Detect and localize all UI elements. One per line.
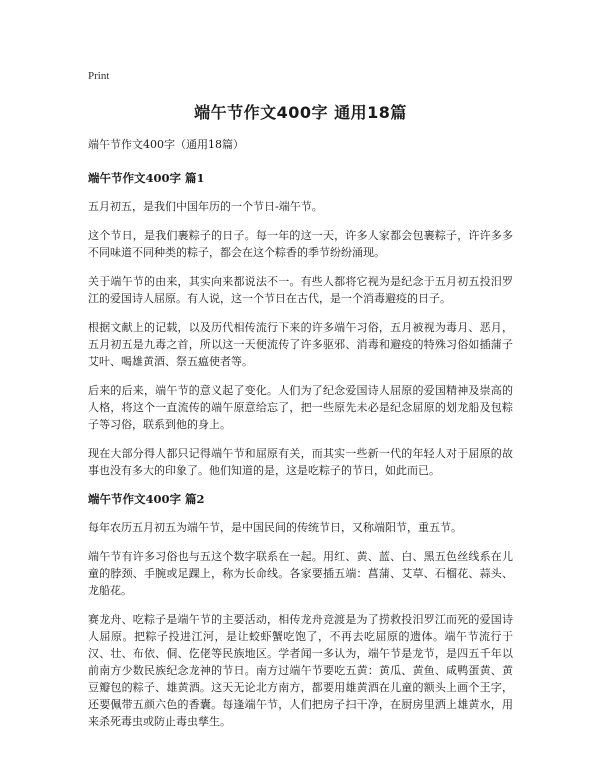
paragraph: 赛龙舟、吃粽子是端午节的主要活动，相传龙舟竞渡是为了捞救投汨罗江而死的爱国诗人屈原。把粽子投进江河，是让蛟虾蟹吃饱了，不再去吃屈原的遗体。端午节流行于汉、壮、布依、侗、仡佬等民族地区。学者闻一多认为，端午节是龙节，是四五千年以前南方少数民族纪念龙神的节日。南方过端午节要吃五黄：黄瓜、黄鱼、咸鸭蛋黄、黄豆瓣包的粽子、雄黄酒。这天无论北方南方，都要用雄黄酒在儿童的额头上画个王字，还要佩带五颜六色的香囊。每逢端午节，人们把房子扫干净，在厨房里洒上雄黄水，用来杀死毒虫或防止毒虫孳生。 [88,613,513,728]
paragraph: 这个节日，是我们裹粽子的日子。每一年的这一天，许多人家都会包裹粽子，许许多多不同味道不同种类的粽子，都会在这个粽香的季节纷纷涌现。 [88,229,513,259]
paragraph: 现在大部分得人都只记得端午节和屈原有关，而其实一些新一代的年轻人对于屈原的故事也没有多大的印象了。他们知道的是，这是吃粽子的节日，如此而已。 [88,447,513,477]
document-page [88,70,513,742]
paragraph: 后来的后来，端午节的意义起了变化。人们为了纪念爱国诗人屈原的爱国精神及崇高的人格，将这个一直流传的端午原意给忘了，把一些原先未必是纪念屈原的划龙船及包粽子等习俗，联系到他的身上。 [88,384,513,431]
paragraph: 端午节有许多习俗也与五这个数字联系在一起。用红、黄、蓝、白、黑五色丝线系在儿童的脖颈、手腕或足踝上，称为长命线。各家要插五端：菖蒲、艾草、石榴花、蒜头、龙船花。 [88,550,513,597]
section-heading: 端午节作文400字 篇2 [88,492,205,506]
paragraph: 五月初五，是我们中国年历的一个节日-端午节。 [88,200,323,213]
paragraph: 关于端午节的由来，其实向来都说法不一。有些人都将它视为是纪念于五月初五投汨罗江的爱国诗人屈原。有人说，这一个节日在古代，是一个消毒避疫的日子。 [88,275,513,305]
document-subtitle: 端午节作文400字（通用18篇） [88,138,244,151]
print-link[interactable]: Print [88,70,110,82]
document-title: 端午节作文400字 通用18篇 [194,103,407,122]
section-heading: 端午节作文400字 篇1 [88,171,205,185]
paragraph: 根据文献上的记载，以及历代相传流行下来的许多端午习俗，五月被视为毒月、恶月，五月初五是九毒之首，所以这一天便流传了许多驱邪、消毒和避疫的特殊习俗如插蒲子艾叶、喝雄黄酒、祭五瘟使者等。 [88,321,513,368]
paragraph: 每年农历五月初五为端午节，是中国民间的传统节日，又称端阳节，重五节。 [88,521,462,534]
